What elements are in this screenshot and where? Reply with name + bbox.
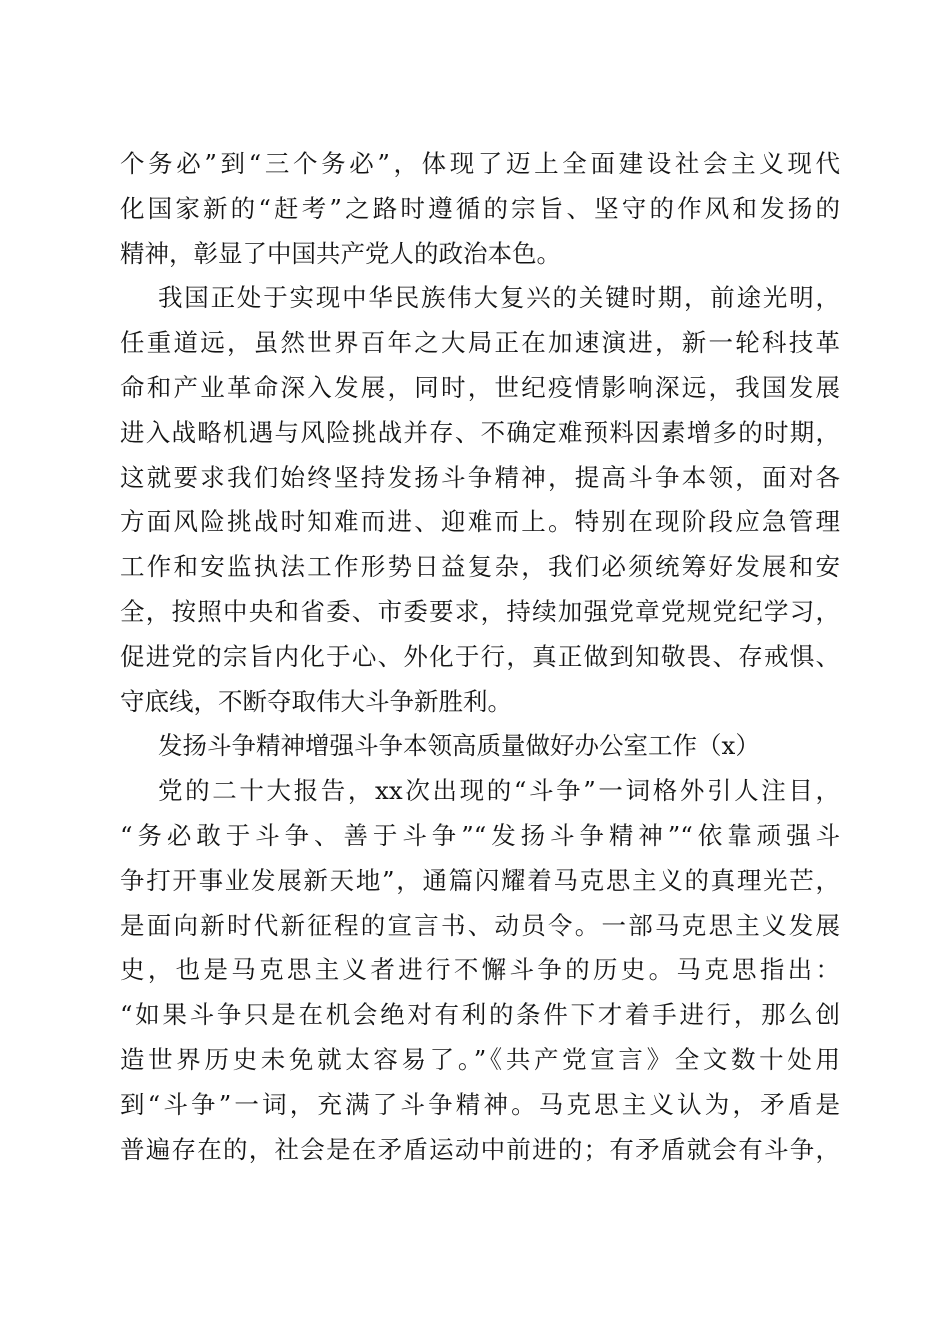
text-line: 党的二十大报告，xx次出现的“斗争”一词格外引人注目， xyxy=(158,776,840,806)
text-line: 任重道远，虽然世界百年之大局正在加速演进，新一轮科技革 xyxy=(120,328,840,358)
text-line: 守底线，不断夺取伟大斗争新胜利。 xyxy=(120,686,512,716)
text-line: 命和产业革命深入发展，同时，世纪疫情影响深远，我国发展 xyxy=(120,372,840,402)
text-line: 争打开事业发展新天地”，通篇闪耀着马克思主义的真理光芒， xyxy=(120,865,840,895)
text-line: 到“斗争”一词，充满了斗争精神。马克思主义认为，矛盾是 xyxy=(120,1089,840,1119)
text-line: “务必敢于斗争、善于斗争”“发扬斗争精神”“依靠顽强斗 xyxy=(120,820,840,850)
text-line: 我国正处于实现中华民族伟大复兴的关键时期，前途光明， xyxy=(158,283,840,313)
text-line: 精神，彰显了中国共产党人的政治本色。 xyxy=(120,238,561,268)
section-heading: 发扬斗争精神增强斗争本领高质量做好办公室工作（x） xyxy=(158,731,760,761)
text-line: 造世界历史未免就太容易了。”《共产党宣言》全文数十处用 xyxy=(120,1044,840,1074)
text-line: 进入战略机遇与风险挑战并存、不确定难预料因素增多的时期， xyxy=(120,417,840,447)
text-line: 全，按照中央和省委、市委要求，持续加强党章党规党纪学习， xyxy=(120,596,840,626)
text-line: 这就要求我们始终坚持发扬斗争精神，提高斗争本领，面对各 xyxy=(120,462,840,492)
text-line: 普遍存在的，社会是在矛盾运动中前进的；有矛盾就会有斗争， xyxy=(120,1134,840,1164)
text-line: 史，也是马克思主义者进行不懈斗争的历史。马克思指出： xyxy=(120,955,840,985)
text-line: “如果斗争只是在机会绝对有利的条件下才着手进行，那么创 xyxy=(120,1000,840,1030)
document-body xyxy=(120,142,840,1172)
text-line: 促进党的宗旨内化于心、外化于行，真正做到知敬畏、存戒惧、 xyxy=(120,641,840,671)
text-line: 是面向新时代新征程的宣言书、动员令。一部马克思主义发展 xyxy=(120,910,840,940)
text-line: 方面风险挑战时知难而进、迎难而上。特别在现阶段应急管理 xyxy=(120,507,840,537)
text-line: 个务必”到“三个务必”，体现了迈上全面建设社会主义现代 xyxy=(120,149,840,178)
text-line: 工作和安监执法工作形势日益复杂，我们必须统筹好发展和安 xyxy=(120,552,840,582)
text-line: 化国家新的“赶考”之路时遵循的宗旨、坚守的作风和发扬的 xyxy=(120,193,840,223)
